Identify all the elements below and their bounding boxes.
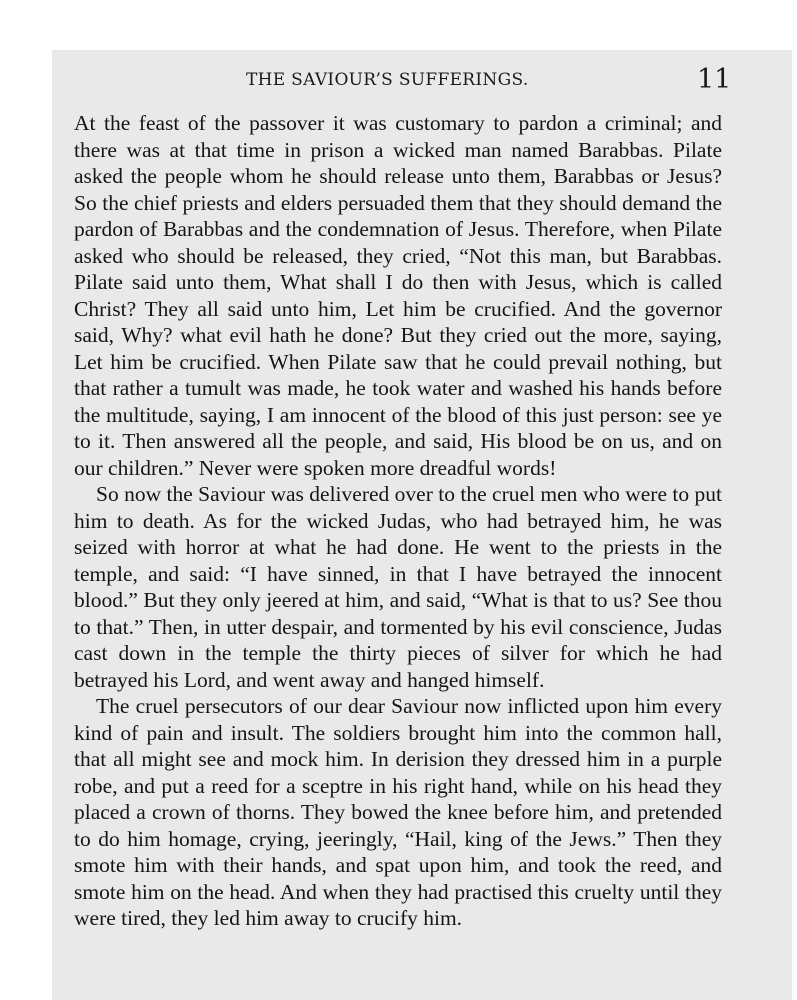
page-header (0, 64, 797, 102)
paragraph-3: The cruel persecutors of our dear Saviour now inflicted upon him every kind of pain and insult. The soldiers brought him into the common hall, that all might see and mock him. In derision they dressed him in a purple robe, and put a reed for a sceptre in his right hand, while on his head they placed a crown of thorns. They bowed the knee before him, and pretended to do him homage, crying, jeeringly, “Hail, king of the Jews.” Then they smote him with their hands, and spat upon him, and took the reed, and smote him on the head. And when they had practised this cruelty until they were tired, they led him away to crucify him. (74, 694, 722, 930)
body-text (74, 110, 722, 932)
paragraph-2: So now the Saviour was delivered over to the cruel men who were to put him to death. As for the wicked Judas, who had betrayed him, he was seized with horror at what he had done. He went to the priests in the temple, and said: “I have sinned, in that I have betrayed the innocent blood.” But they only jeered at him, and said, “What is that to us? See thou to that.” Then, in utter despair, and tormented by his evil conscience, Judas cast down in the temple the thirty pieces of silver for which he had betrayed his Lord, and went away and hanged himself. (74, 482, 722, 692)
paragraph-1: At the feast of the passover it was customary to pardon a criminal; and there was at that time in prison a wicked man named Barabbas. Pilate asked the people whom he should release unto them, Barabbas or Jesus? So the chief priests and elders persuaded them that they should demand the pardon of Barabbas and the condemnation of Jesus. Therefore, when Pilate asked who should be released, they cried, “Not this man, but Barabbas. Pilate said unto them, What shall I do then with Jesus, which is called Christ? They all said unto him, Let him be crucified. And the governor said, Why? what evil hath he done? But they cried out the more, saying, Let him be crucified. When Pilate saw that he could prevail nothing, but that rather a tumult was made, he took water and washed his hands before the multitude, saying, I am innocent of the blood of this just person: see ye to it. Then answered all the people, and said, His blood be on us, and on our children.” Never were spoken more dreadful words! (74, 111, 722, 480)
page-number: 11 (697, 64, 732, 95)
running-title: THE SAVIOUR’S SUFFERINGS. (246, 70, 529, 90)
